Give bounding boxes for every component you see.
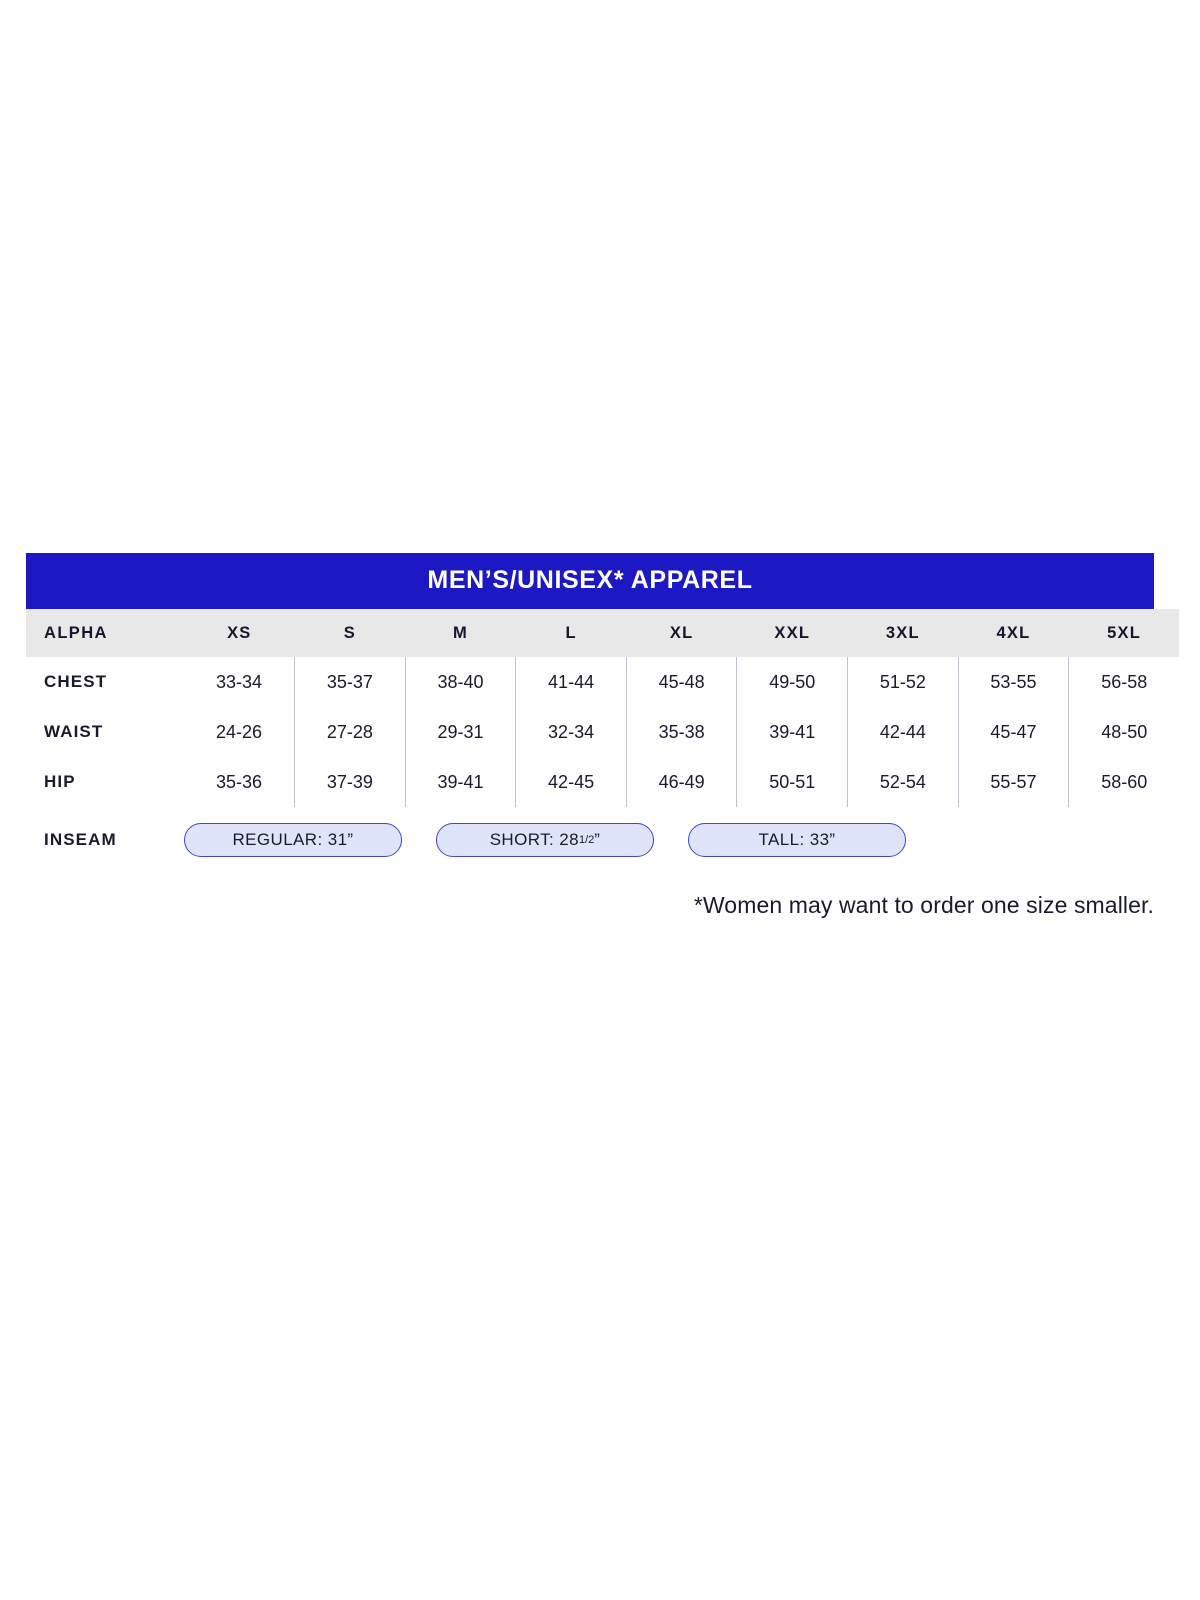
- cell-waist-4xl: 45-47: [958, 707, 1069, 757]
- cell-waist-3xl: 42-44: [848, 707, 959, 757]
- row-label-inseam: INSEAM: [44, 830, 117, 849]
- inseam-option-regular[interactable]: [184, 823, 402, 857]
- inseam-option-short[interactable]: [436, 823, 654, 857]
- cell-hip-xxl: 50-51: [737, 757, 848, 807]
- cell-chest-xxl: 49-50: [737, 657, 848, 707]
- column-header-size: 4XL: [996, 623, 1031, 642]
- cell-hip-5xl: 58-60: [1101, 771, 1148, 792]
- footnote: *Women may want to order one size smaller.: [693, 892, 1154, 918]
- cell-chest-m: 38-40: [405, 657, 516, 707]
- cell-hip-l: 42-45: [516, 757, 627, 807]
- column-header-size: 3XL: [885, 623, 920, 642]
- page-title: MEN’S/UNISEX* APPAREL: [26, 553, 1154, 609]
- cell-hip-m: 39-41: [405, 757, 516, 807]
- row-label-hip: HIP: [44, 772, 76, 791]
- column-header-size: XXL: [774, 623, 811, 642]
- cell-waist-xs: 24-26: [184, 707, 295, 757]
- column-header-alpha: ALPHA: [44, 623, 108, 642]
- column-header-size: 5XL: [1107, 623, 1141, 642]
- cell-hip-4xl: 55-57: [958, 757, 1069, 807]
- cell-hip-xl: 46-49: [626, 757, 737, 807]
- inseam-options: [184, 823, 906, 857]
- inseam-option-regular-label: REGULAR: 31”: [232, 830, 354, 849]
- column-header-size: L: [565, 623, 577, 642]
- column-header-size: M: [453, 623, 468, 642]
- table-header-row: [26, 609, 1179, 657]
- inseam-option-tall-label: TALL: 33”: [758, 830, 836, 849]
- inseam-option-short-label: SHORT: 28: [489, 830, 579, 849]
- cell-chest-xl: 45-48: [626, 657, 737, 707]
- cell-waist-m: 29-31: [405, 707, 516, 757]
- column-header-size: XS: [227, 623, 252, 642]
- column-header-size: S: [343, 623, 356, 642]
- inseam-option-short-suffix: ”: [594, 830, 601, 849]
- inseam-option-short-fraction: 1/2: [578, 834, 595, 846]
- cell-waist-l: 32-34: [516, 707, 627, 757]
- inseam-row: [26, 809, 1154, 871]
- column-header-size: XL: [669, 623, 694, 642]
- table-row: [26, 657, 1179, 707]
- cell-chest-xs: 33-34: [184, 657, 295, 707]
- cell-chest-3xl: 51-52: [848, 657, 959, 707]
- cell-waist-xl: 35-38: [626, 707, 737, 757]
- inseam-option-tall[interactable]: [688, 823, 906, 857]
- cell-hip-3xl: 52-54: [848, 757, 959, 807]
- row-label-chest: CHEST: [44, 672, 108, 691]
- cell-waist-s: 27-28: [295, 707, 406, 757]
- table-row: [26, 757, 1179, 807]
- table-row: [26, 707, 1179, 757]
- size-table: [26, 609, 1179, 807]
- cell-chest-s: 35-37: [295, 657, 406, 707]
- cell-chest-5xl: 56-58: [1101, 671, 1148, 692]
- cell-chest-4xl: 53-55: [958, 657, 1069, 707]
- row-label-waist: WAIST: [44, 722, 104, 741]
- size-chart: [26, 553, 1154, 871]
- cell-waist-xxl: 39-41: [737, 707, 848, 757]
- cell-hip-xs: 35-36: [184, 757, 295, 807]
- cell-hip-s: 37-39: [295, 757, 406, 807]
- cell-chest-l: 41-44: [516, 657, 627, 707]
- cell-waist-5xl: 48-50: [1101, 721, 1148, 742]
